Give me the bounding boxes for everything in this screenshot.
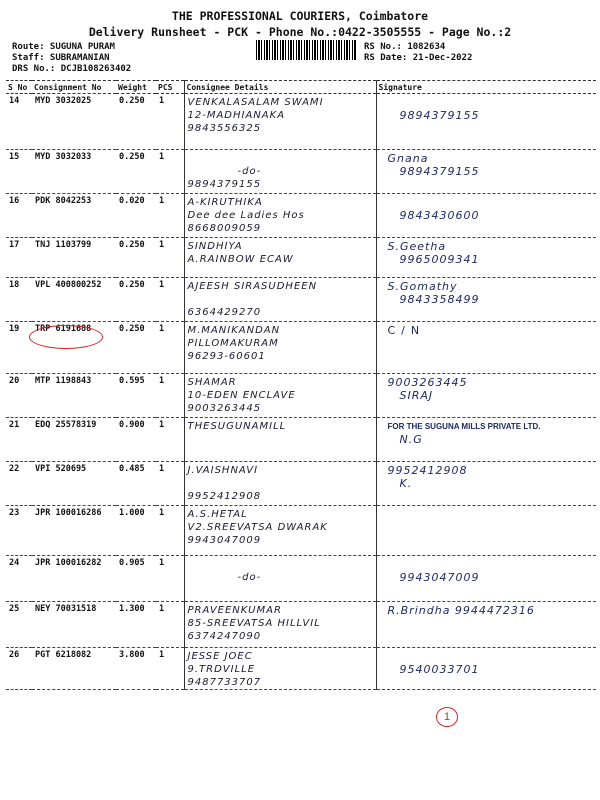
staff: Staff: SUBRAMANIAN <box>12 53 110 63</box>
cell-weight: 0.250 <box>116 150 156 194</box>
cell-pcs: 1 <box>156 506 184 556</box>
cell-consignment: JPR 100016286 <box>32 506 116 556</box>
cell-consignment: PDK 8042253 <box>32 194 116 238</box>
table-row <box>6 194 596 238</box>
cell-consignee-details <box>184 602 376 648</box>
signature-line: 9894379155 <box>399 109 480 122</box>
signature-line: C/N <box>387 324 426 337</box>
signature-line: FOR THE SUGUNA MILLS PRIVATE LTD. <box>387 422 541 431</box>
cell-pcs: 1 <box>156 462 184 506</box>
col-pcs: PCS <box>156 81 184 94</box>
table-row <box>6 418 596 462</box>
consignee-line <box>188 477 373 490</box>
table-row <box>6 278 596 322</box>
cell-consignment: MTP 1198843 <box>32 374 116 418</box>
signature-line: 9540033701 <box>399 663 480 676</box>
cell-pcs: 1 <box>156 238 184 278</box>
signature-line <box>380 96 594 109</box>
signature-line <box>380 196 594 209</box>
runsheet-table <box>6 80 596 690</box>
cell-weight: 1.300 <box>116 602 156 648</box>
consignee-line: J.VAISHNAVI <box>187 465 259 476</box>
cell-signature <box>376 506 596 556</box>
consignee-line: 9003263445 <box>187 403 262 414</box>
consignee-line: 9487733707 <box>187 677 262 688</box>
cell-weight: 0.250 <box>116 94 156 150</box>
signature-line: 9843358499 <box>399 293 480 306</box>
signature-line: K. <box>399 477 413 490</box>
route: Route: SUGUNA PURAM <box>12 42 115 52</box>
signature-line: 9965009341 <box>399 253 480 266</box>
cell-sno: 21 <box>6 418 32 462</box>
cell-signature <box>376 194 596 238</box>
cell-pcs: 1 <box>156 194 184 238</box>
cell-consignee-details <box>184 556 376 602</box>
consignee-line: -do- <box>237 166 262 177</box>
consignee-line: PRAVEENKUMAR <box>187 605 282 616</box>
cell-weight: 0.250 <box>116 322 156 374</box>
cell-consignee-details <box>184 506 376 556</box>
table-row <box>6 374 596 418</box>
cell-signature <box>376 556 596 602</box>
consignee-line: 9894379155 <box>187 179 262 190</box>
cell-consignment: MYD 3032025 <box>32 94 116 150</box>
cell-sno: 22 <box>6 462 32 506</box>
consignee-line: 96293-60601 <box>187 351 266 362</box>
rs-date: RS Date: 21-Dec-2022 <box>364 53 473 63</box>
signature-line: S.Gomathy <box>387 280 458 293</box>
barcode <box>256 40 356 60</box>
table-row <box>6 506 596 556</box>
consignee-line: 85-SREEVATSA HILLVIL <box>187 618 321 629</box>
cell-signature <box>376 418 596 462</box>
signature-line <box>380 508 594 521</box>
cell-sno: 19 <box>6 322 32 374</box>
signature-line: N.G <box>399 433 423 446</box>
signature-line: 9952412908 <box>387 464 468 477</box>
table-row <box>6 238 596 278</box>
table-row <box>6 462 596 506</box>
cell-pcs: 1 <box>156 278 184 322</box>
col-consignment: Consignment No <box>32 81 116 94</box>
cell-consignee-details <box>184 194 376 238</box>
cell-consignee-details <box>184 150 376 194</box>
cell-pcs: 1 <box>156 418 184 462</box>
cell-consignment: JPR 100016282 <box>32 556 116 602</box>
cell-signature <box>376 278 596 322</box>
cell-consignee-details <box>184 462 376 506</box>
cell-weight: 1.000 <box>116 506 156 556</box>
drs-number: DRS No.: DCJB108263402 <box>12 64 132 74</box>
cell-weight: 0.900 <box>116 418 156 462</box>
consignee-line: AJEESH SIRASUDHEEN <box>187 281 318 292</box>
signature-line: 9894379155 <box>399 165 480 178</box>
table-row <box>6 150 596 194</box>
cell-sno: 15 <box>6 150 32 194</box>
col-details: Consignee Details <box>184 81 376 94</box>
consignee-line <box>188 293 373 306</box>
cell-pcs: 1 <box>156 374 184 418</box>
cell-signature <box>376 238 596 278</box>
consignee-line: PILLOMAKURAM <box>187 338 279 349</box>
cell-weight: 0.250 <box>116 238 156 278</box>
cell-pcs: 1 <box>156 150 184 194</box>
rs-number: RS No.: 1082634 <box>364 42 446 52</box>
signature-line: SIRAJ <box>399 389 434 402</box>
cell-sno: 26 <box>6 648 32 690</box>
cell-weight: 0.020 <box>116 194 156 238</box>
cell-pcs: 1 <box>156 94 184 150</box>
cell-sno: 14 <box>6 94 32 150</box>
cell-sno: 17 <box>6 238 32 278</box>
table-row <box>6 602 596 648</box>
cell-pcs: 1 <box>156 648 184 690</box>
cell-consignee-details <box>184 648 376 690</box>
cell-signature <box>376 150 596 194</box>
cell-sno: 16 <box>6 194 32 238</box>
cell-pcs: 1 <box>156 322 184 374</box>
cell-pcs: 1 <box>156 556 184 602</box>
signature-line: 9843430600 <box>399 209 480 222</box>
signature-line: 9003263445 <box>387 376 468 389</box>
cell-signature <box>376 94 596 150</box>
cell-consignment: PGT 6218082 <box>32 648 116 690</box>
cell-consignment: TRP 6191688 <box>32 322 116 374</box>
cell-signature <box>376 374 596 418</box>
cell-consignee-details <box>184 94 376 150</box>
cell-sno: 23 <box>6 506 32 556</box>
cell-sno: 20 <box>6 374 32 418</box>
consignee-line: A.RAINBOW ECAW <box>187 254 294 265</box>
signature-line <box>380 558 594 571</box>
runsheet-title: Delivery Runsheet - PCK - Phone No.:0422-3505555 - Page No.:2 <box>88 25 512 39</box>
red-circle-mark <box>29 325 103 349</box>
consignee-line: JESSE JOEC <box>187 651 253 662</box>
cell-sno: 18 <box>6 278 32 322</box>
cell-consignment: TNJ 1103799 <box>32 238 116 278</box>
consignee-line: 9843556325 <box>187 123 262 134</box>
cell-weight: 0.485 <box>116 462 156 506</box>
cell-consignee-details <box>184 322 376 374</box>
consignee-line: A.S.HETAL <box>187 509 248 520</box>
col-weight: Weight <box>116 81 156 94</box>
table-row <box>6 556 596 602</box>
table-header-row <box>6 81 596 94</box>
signature-line: Gnana <box>387 152 429 165</box>
consignee-line <box>188 558 373 571</box>
cell-pcs: 1 <box>156 602 184 648</box>
consignee-line: 10-EDEN ENCLAVE <box>187 390 296 401</box>
cell-weight: 3.800 <box>116 648 156 690</box>
cell-consignment: MYD 3032033 <box>32 150 116 194</box>
cell-consignment: EDQ 25578319 <box>32 418 116 462</box>
cell-sno: 24 <box>6 556 32 602</box>
cell-signature <box>376 648 596 690</box>
cell-signature <box>376 322 596 374</box>
col-signature: Signature <box>376 81 596 94</box>
col-sno: S No <box>6 81 32 94</box>
consignee-line: 6374247090 <box>187 631 262 642</box>
cell-signature <box>376 462 596 506</box>
consignee-line: 6364429270 <box>187 307 262 318</box>
table-row <box>6 648 596 690</box>
signature-line: S.Geetha <box>387 240 447 253</box>
consignee-line: 8668009059 <box>187 223 262 234</box>
consignee-line: THESUGUNAMILL <box>187 421 287 432</box>
table-row <box>6 94 596 150</box>
consignee-line: VENKALASALAM SWAMI <box>187 97 324 108</box>
consignee-line: Dee dee Ladies Hos <box>187 210 305 221</box>
consignee-line: SHAMAR <box>187 377 237 388</box>
cell-consignee-details <box>184 238 376 278</box>
consignee-line: 9.TRDVILLE <box>187 664 256 675</box>
cell-weight: 0.905 <box>116 556 156 602</box>
consignee-line: SINDHIYA <box>187 241 243 252</box>
cell-sno: 25 <box>6 602 32 648</box>
consignee-line: M.MANIKANDAN <box>187 325 281 336</box>
consignee-line: A-KIRUTHIKA <box>187 197 263 208</box>
signature-line: 9943047009 <box>399 571 480 584</box>
cell-consignment: NEY 70031518 <box>32 602 116 648</box>
consignee-line: 12-MADHIANAKA <box>187 110 286 121</box>
cell-weight: 0.250 <box>116 278 156 322</box>
company-title: THE PROFESSIONAL COURIERS, Coimbatore <box>171 9 429 23</box>
cell-signature <box>376 602 596 648</box>
cell-consignee-details <box>184 278 376 322</box>
consignee-line: -do- <box>237 572 262 583</box>
consignee-line <box>188 152 373 165</box>
cell-consignee-details <box>184 374 376 418</box>
cell-consignee-details <box>184 418 376 462</box>
consignee-line: 9952412908 <box>187 491 262 502</box>
signature-line <box>380 650 594 663</box>
cell-consignment: VPI 520695 <box>32 462 116 506</box>
cell-consignment: VPL 400800252 <box>32 278 116 322</box>
consignee-line: 9943047009 <box>187 535 262 546</box>
cell-weight: 0.595 <box>116 374 156 418</box>
consignee-line: V2.SREEVATSA DWARAK <box>187 522 328 533</box>
page-mark: 1 <box>436 707 458 727</box>
signature-line: R.Brindha 9944472316 <box>387 604 535 617</box>
